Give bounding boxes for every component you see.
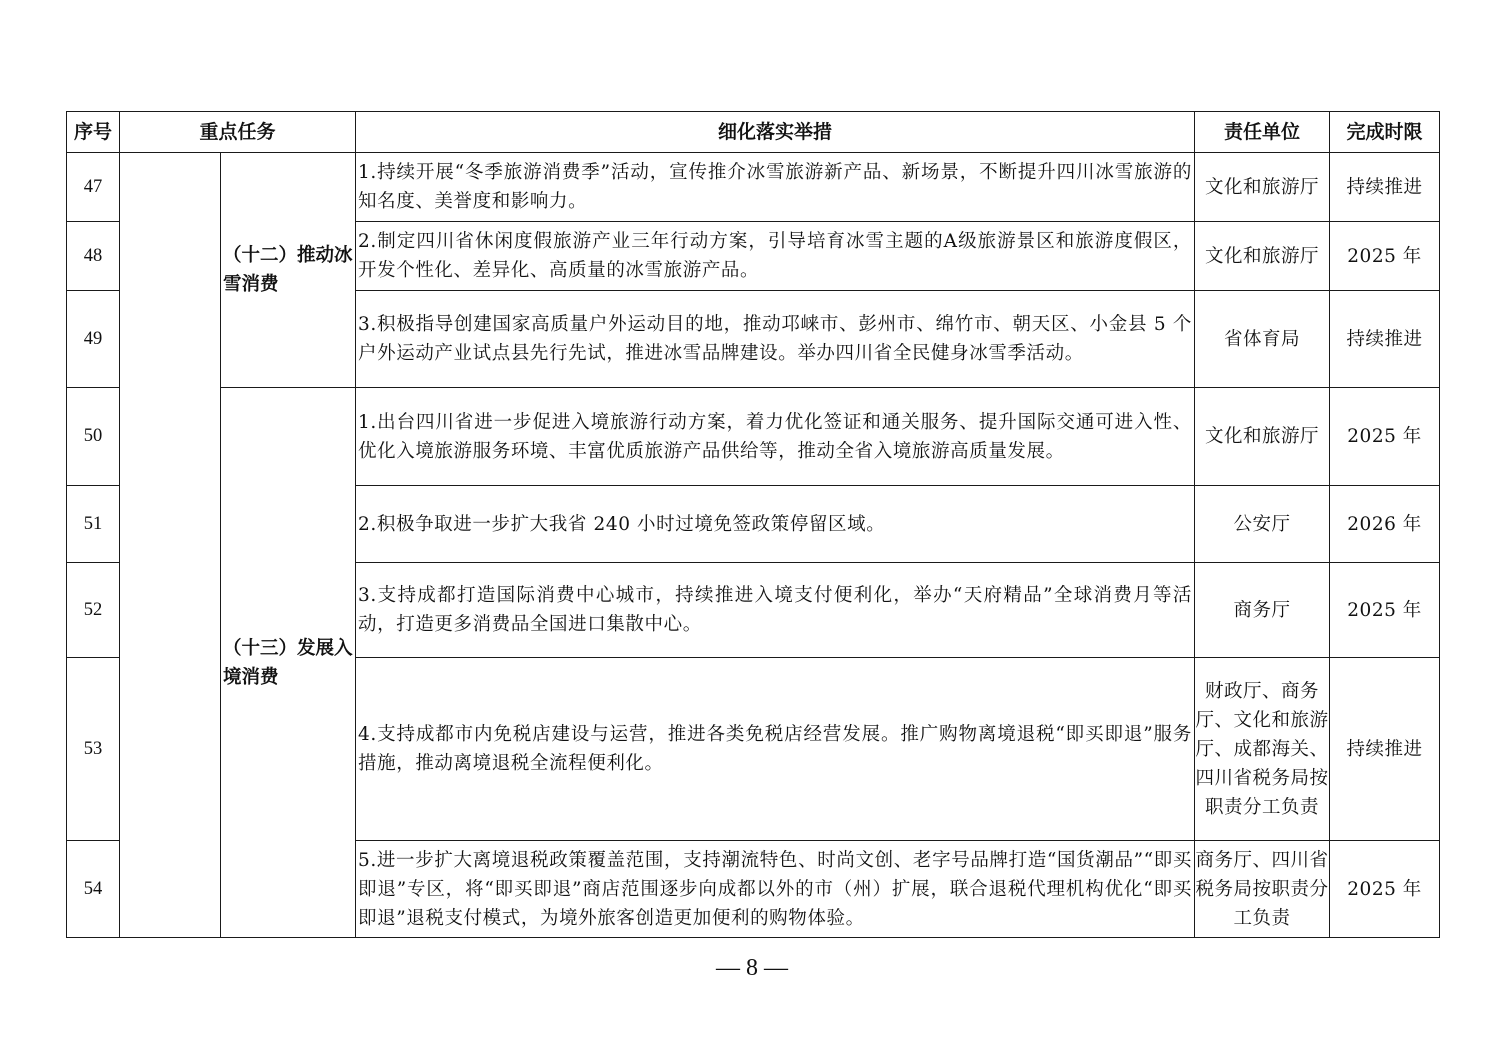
deadline-cell: 2025 年 <box>1330 563 1440 658</box>
deadline-cell: 2025 年 <box>1330 841 1440 938</box>
measures-table <box>66 111 1440 938</box>
measure-cell: 4.支持成都市内免税店建设与运营，推进各类免税店经营发展。推广购物离境退税“即买即退”服务措施，推动离境退税全流程便利化。 <box>356 658 1195 841</box>
row-seq: 51 <box>67 486 120 563</box>
deadline-cell: 2025 年 <box>1330 388 1440 486</box>
header-measure: 细化落实举措 <box>356 112 1195 153</box>
unit-cell: 文化和旅游厅 <box>1195 153 1330 222</box>
unit-cell: 商务厅 <box>1195 563 1330 658</box>
table-header-row <box>67 112 1440 153</box>
task-cell: （十三）发展入境消费 <box>221 388 356 938</box>
measure-cell: 5.进一步扩大离境退税政策覆盖范围，支持潮流特色、时尚文创、老字号品牌打造“国货潮品”“即买即退”专区，将“即买即退”商店范围逐步向成都以外的市（州）扩展，联合退税代理机构优化“即买即退”退税支付模式，为境外旅客创造更加便利的购物体验。 <box>356 841 1195 938</box>
measure-cell: 3.积极指导创建国家高质量户外运动目的地，推动邛崃市、彭州市、绵竹市、朝天区、小金县 5 个户外运动产业试点县先行先试，推进冰雪品牌建设。举办四川省全民健身冰雪季活动。 <box>356 291 1195 388</box>
task-category-cell <box>120 153 221 938</box>
unit-cell: 省体育局 <box>1195 291 1330 388</box>
header-seq: 序号 <box>67 112 120 153</box>
deadline-cell: 持续推进 <box>1330 291 1440 388</box>
deadline-cell: 持续推进 <box>1330 658 1440 841</box>
table-row <box>67 388 1440 486</box>
unit-cell: 商务厅、四川省税务局按职责分工负责 <box>1195 841 1330 938</box>
measure-cell: 3.支持成都打造国际消费中心城市，持续推进入境支付便利化，举办“天府精品”全球消费月等活动，打造更多消费品全国进口集散中心。 <box>356 563 1195 658</box>
header-deadline: 完成时限 <box>1330 112 1440 153</box>
measure-cell: 1.持续开展“冬季旅游消费季”活动，宣传推介冰雪旅游新产品、新场景，不断提升四川冰雪旅游的知名度、美誉度和影响力。 <box>356 153 1195 222</box>
unit-cell: 文化和旅游厅 <box>1195 388 1330 486</box>
measure-cell: 1.出台四川省进一步促进入境旅游行动方案，着力优化签证和通关服务、提升国际交通可进入性、优化入境旅游服务环境、丰富优质旅游产品供给等，推动全省入境旅游高质量发展。 <box>356 388 1195 486</box>
deadline-cell: 持续推进 <box>1330 153 1440 222</box>
table-row <box>67 153 1440 222</box>
deadline-cell: 2026 年 <box>1330 486 1440 563</box>
measure-cell: 2.积极争取进一步扩大我省 240 小时过境免签政策停留区域。 <box>356 486 1195 563</box>
row-seq: 47 <box>67 153 120 222</box>
row-seq: 49 <box>67 291 120 388</box>
deadline-cell: 2025 年 <box>1330 222 1440 291</box>
header-task: 重点任务 <box>120 112 356 153</box>
row-seq: 53 <box>67 658 120 841</box>
header-unit: 责任单位 <box>1195 112 1330 153</box>
unit-cell: 公安厅 <box>1195 486 1330 563</box>
page-number: — 8 — <box>716 955 788 981</box>
unit-cell: 财政厅、商务厅、文化和旅游厅、成都海关、四川省税务局按职责分工负责 <box>1195 658 1330 841</box>
row-seq: 50 <box>67 388 120 486</box>
unit-cell: 文化和旅游厅 <box>1195 222 1330 291</box>
measure-cell: 2.制定四川省休闲度假旅游产业三年行动方案，引导培育冰雪主题的A级旅游景区和旅游度假区，开发个性化、差异化、高质量的冰雪旅游产品。 <box>356 222 1195 291</box>
row-seq: 52 <box>67 563 120 658</box>
row-seq: 54 <box>67 841 120 938</box>
row-seq: 48 <box>67 222 120 291</box>
task-cell: （十二）推动冰雪消费 <box>221 153 356 388</box>
